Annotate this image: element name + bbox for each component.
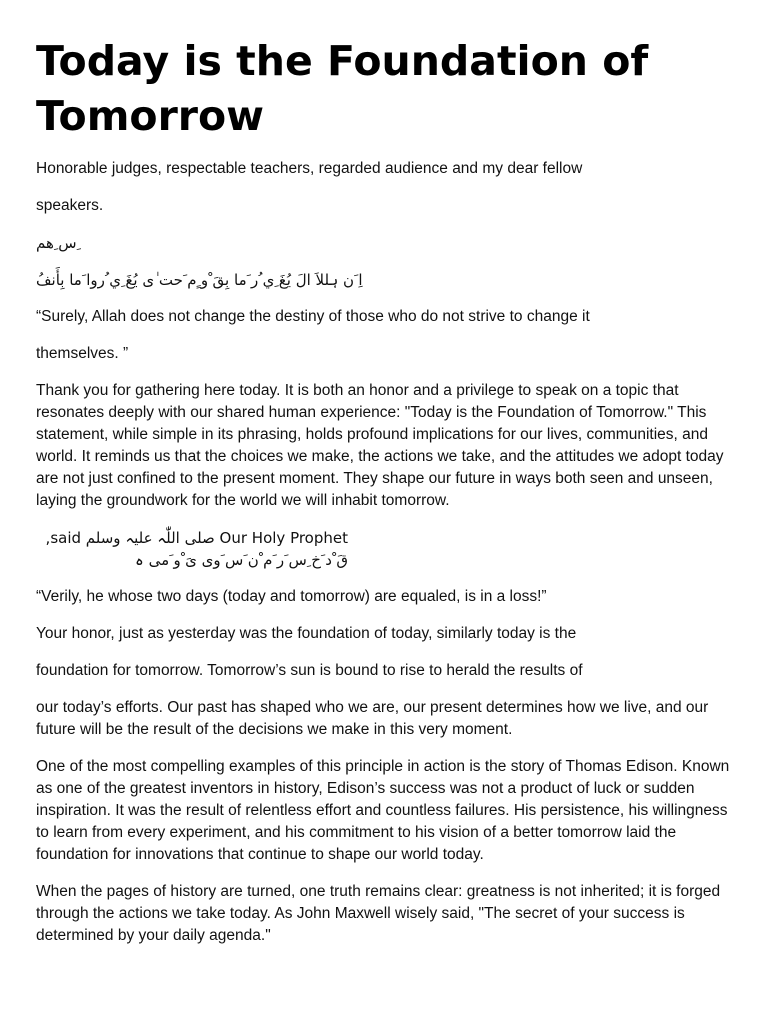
edison-paragraph: One of the most compelling examples of this principle in action is the story of Thomas Edison. Known as one of the greatest inventors in history, Edison’s success was not a product of luck or sudden inspiration. It was the result of relentless effort and countless failures. His persistence, his willingness to learn from every experiment, and his commitment to his vision of a better tomorrow laid the foundation for innovations that continue to shape our world today.	[36, 758, 730, 863]
maxwell-paragraph: When the pages of history are turned, one truth remains clear: greatness is not inherited; it is forged through the actions we take today. As John Maxwell wisely said, "The secret of your success is determined by your daily agenda."	[36, 883, 721, 944]
page-title: Today is the Foundation of Tomorrow	[36, 37, 649, 140]
intro-paragraph: Thank you for gathering here today. It is both an honor and a privilege to speak on a topic that resonates deeply with our shared human experience: "Today is the Foundation of Tomorrow." This statement, while simple in its phrasing, holds profound implications for our lives, communities, and world. It reminds us that the choices we make, the actions we take, and the attitudes we adopt today are not just confined to the present moment. They shape our future in ways both seen and unseen, laying the groundwork for the world we will inhabit tomorrow.	[36, 382, 724, 509]
hadith-intro-line: Our Holy Prophet صلی اللّٰہ علیہ وسلم said, قَ ْد َخ ِس َر َم ْن َس َوى یَ ْو َمی ہ	[45, 529, 348, 569]
foundation-paragraph: our today’s efforts. Our past has shaped who we are, our present determines how we live, and our future will be the result of the decisions we make in this very moment.	[36, 699, 709, 738]
arabic-fragment: س ِهم ِ	[36, 234, 82, 252]
salutation-line-2: speakers.	[36, 197, 104, 214]
salutation-line-1: Honorable judges, respectable teachers, regarded audience and my dear fellow	[36, 160, 583, 177]
foundation-line-2: foundation for tomorrow. Tomorrow’s sun is bound to rise to herald the results of	[36, 662, 583, 679]
hadith-translation: “Verily, he whose two days (today and tomorrow) are equaled, is in a loss!”	[36, 588, 547, 605]
quran-verse-translation-line-1: “Surely, Allah does not change the destiny of those who do not strive to change it	[36, 308, 590, 325]
quran-verse-translation-line-2: themselves. ”	[36, 345, 129, 362]
quran-verse-arabic: اِ َن ہللاَ الَ یُغَ ِي ُر َما بِقَ ْو ٍم َحت ٰى یُغَ ِي ُروا َما بِأَنفُ	[36, 271, 363, 289]
foundation-line-1: Your honor, just as yesterday was the foundation of today, similarly today is the	[36, 625, 577, 642]
